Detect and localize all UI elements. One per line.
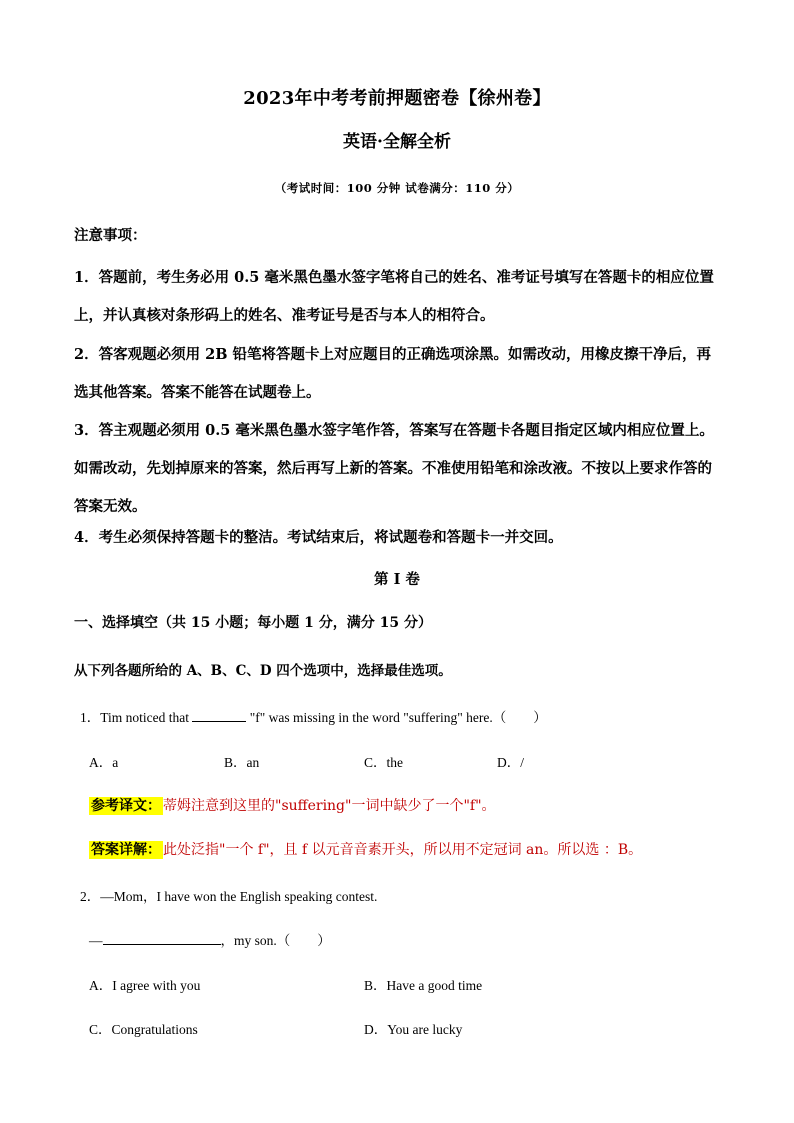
question-1-option-a: A．a	[89, 755, 119, 770]
answer-blank	[192, 709, 246, 722]
part-instruction: 从下列各题所给的 A、B、C、D 四个选项中，选择最佳选项。	[74, 663, 452, 679]
question-2-option-a: A．I agree with you	[89, 978, 201, 993]
page-subtitle: 英语·全解全析	[343, 132, 451, 152]
question-2-reply-after: ，my son.（ ）	[220, 933, 331, 948]
notice-item-2: 2．答客观题必须用 2B 铅笔将答题卡上对应题目的正确选项涂黑。如需改动，用橡皮擦干净后，再选其他答案。答案不能答在试题卷上。	[74, 346, 712, 401]
answer-blank	[103, 932, 221, 945]
notice-item-4: 4．考生必须保持答题卡的整洁。考试结束后，将试题卷和答题卡一并交回。	[74, 529, 563, 546]
question-1-stem	[80, 706, 547, 726]
question-2-option-c: C．Congratulations	[89, 1022, 198, 1037]
translation-text: 蒂姆注意到这里的"suffering"一词中缺少了一个"f"。	[163, 798, 496, 814]
notice-item-3: 3．答主观题必须用 0.5 毫米黑色墨水签字笔作答，答案写在答题卡各题目指定区域内相应位置上。如需改动，先划掉原来的答案，然后再写上新的答案。不准使用铅笔和涂改液。不按以上要求作答的答案无效。	[74, 422, 714, 515]
question-1-option-c: C．the	[364, 755, 403, 770]
question-2-reply-before: —	[89, 933, 103, 948]
question-2-option-d: D．You are lucky	[364, 1022, 463, 1037]
analysis-text: 此处泛指"一个 f"，且 f 以元音音素开头，所以用不定冠词 an。所以选 ：B。	[163, 842, 643, 858]
question-1-stem-before: 1．Tim noticed that	[80, 710, 193, 725]
translation-label: 参考译文：	[91, 798, 161, 814]
page-title: 2023年中考考前押题密卷【徐州卷】	[243, 88, 551, 109]
question-2-reply	[89, 929, 331, 949]
question-1-option-b: B．an	[224, 755, 260, 770]
question-1-stem-after: "f" was missing in the word "suffering" here.（ ）	[246, 710, 547, 725]
question-1-option-d: D．/	[497, 755, 524, 770]
notice-item-1: 1．答题前，考生务必用 0.5 毫米黑色墨水签字笔将自己的姓名、准考证号填写在答题卡的相应位置上，并认真核对条形码上的姓名、准考证号是否与本人的相符合。	[74, 269, 714, 324]
section-label: 第 I 卷	[374, 571, 420, 588]
question-2-option-b: B．Have a good time	[364, 978, 483, 993]
analysis-label: 答案详解：	[91, 842, 161, 858]
exam-meta: （考试时间：100 分钟 试卷满分：110 分）	[274, 181, 520, 195]
question-1-translation	[89, 795, 496, 815]
part-heading: 一、选择填空（共 15 小题；每小题 1 分，满分 15 分）	[74, 615, 432, 631]
question-2-stem: 2．—Mom，I have won the English speaking contest.	[80, 889, 378, 904]
question-1-analysis	[89, 839, 642, 859]
notice-heading: 注意事项：	[74, 227, 147, 244]
